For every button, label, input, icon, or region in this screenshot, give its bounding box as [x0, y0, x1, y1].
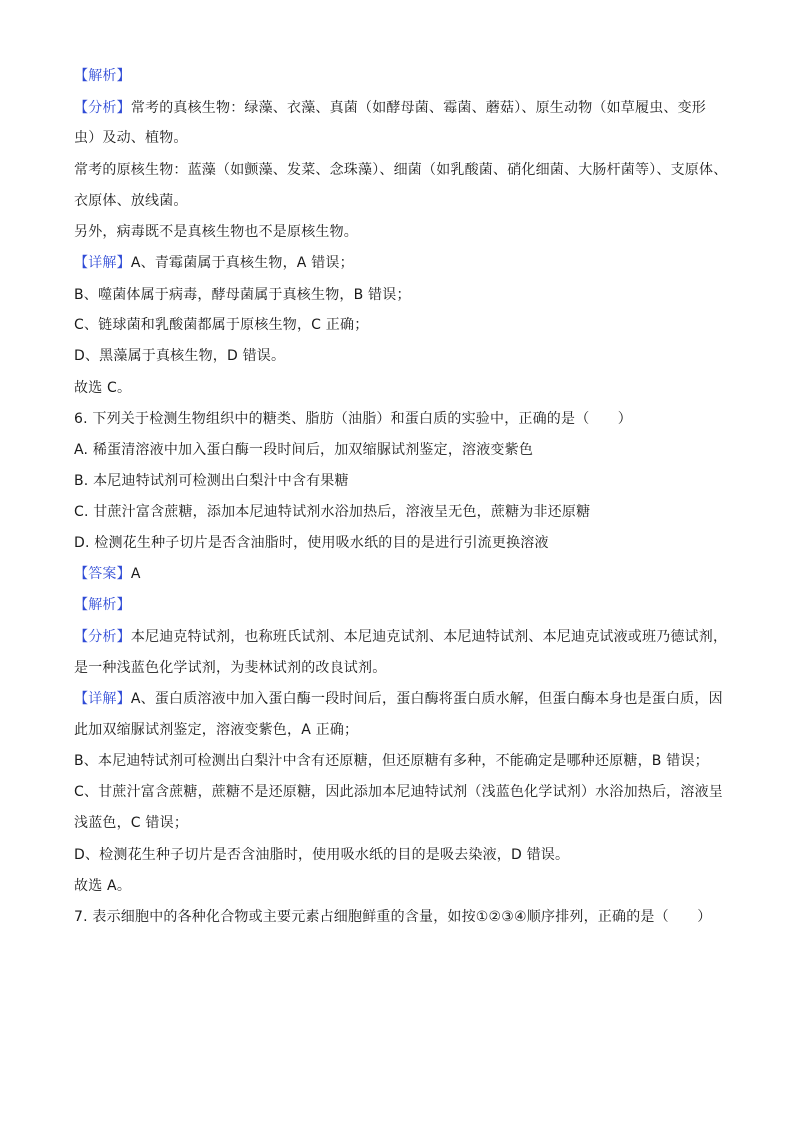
q6-analysis-line-2: 是一种浅蓝色化学试剂，为斐林试剂的改良试剂。	[74, 660, 387, 676]
q6-answer-value: A	[130, 566, 141, 582]
q6-detail-line-3: B、本尼迪特试剂可检测出白梨汁中含有还原糖，但还原糖有多种，不能确定是哪种还原糖，B 错误；	[74, 753, 709, 769]
q6-analysis-line-1	[74, 627, 727, 647]
q6-answer-tag: 【答案】	[74, 566, 131, 582]
q6-analysis-label: 【解析】	[74, 597, 131, 613]
q6-detail-line-5: 浅蓝色，C 错误；	[74, 815, 189, 831]
q5-analysis-line-5: 另外，病毒既不是真核生物也不是原核生物。	[74, 224, 358, 240]
q6-option-c: C. 甘蔗汁富含蔗糖，添加本尼迪特试剂水浴加热后，溶液呈无色，蔗糖为非还原糖	[74, 504, 591, 520]
q6-answer	[74, 564, 141, 584]
q5-detail-line-2: B、噬菌体属于病毒，酵母菌属于真核生物，B 错误；	[74, 287, 411, 303]
q6-detail-line-2: 此加双缩脲试剂鉴定，溶液变紫色，A 正确；	[74, 722, 359, 738]
q6-option-b: B. 本尼迪特试剂可检测出白梨汁中含有果糖	[74, 473, 349, 489]
q6-xiangjie-tag: 【详解】	[74, 691, 131, 707]
q5-xiangjie-tag: 【详解】	[74, 255, 131, 271]
q6-conclusion: 故选 A。	[74, 878, 132, 894]
q5-detail-text-1: A、青霉菌属于真核生物，A 错误；	[130, 255, 354, 271]
q5-detail-line-4: D、黑藻属于真核生物，D 错误。	[74, 348, 286, 364]
q6-fenxi-text-1: 本尼迪克特试剂，也称班氏试剂、本尼迪克试剂、本尼迪特试剂、本尼迪克试液或班乃德试剂，	[130, 629, 728, 645]
q6-detail-line-1	[74, 689, 723, 709]
q6-stem: 6. 下列关于检测生物组织中的糖类、脂肪（油脂）和蛋白质的实验中，正确的是（ ）	[74, 411, 633, 427]
q6-option-d: D. 检测花生种子切片是否含油脂时，使用吸水纸的目的是进行引流更换溶液	[74, 535, 549, 551]
q5-analysis-line-1	[74, 98, 706, 118]
q5-fenxi-text-1: 常考的真核生物：绿藻、衣藻、真菌（如酵母菌、霉菌、蘑菇）、原生动物（如草履虫、变形	[130, 100, 707, 116]
q6-analysis-heading	[74, 595, 131, 615]
q6-detail-text-1: A、蛋白质溶液中加入蛋白酶一段时间后，蛋白酶将蛋白质水解，但蛋白酶本身也是蛋白质，因	[130, 691, 723, 707]
analysis-label: 【解析】	[74, 68, 131, 84]
q7-stem: 7. 表示细胞中的各种化合物或主要元素占细胞鲜重的含量，如按①②③④顺序排列，正确的是（ ）	[74, 909, 712, 925]
q5-analysis-line-2: 虫）及动、植物。	[74, 130, 188, 146]
q5-conclusion: 故选 C。	[74, 380, 132, 396]
q5-detail-line-3: C、链球菌和乳酸菌都属于原核生物，C 正确；	[74, 317, 369, 333]
q6-fenxi-tag: 【分析】	[74, 629, 131, 645]
q6-detail-line-4: C、甘蔗汁富含蔗糖，蔗糖不是还原糖，因此添加本尼迪特试剂（浅蓝色化学试剂）水浴加热后，溶液呈	[74, 784, 723, 800]
q5-analysis-line-4: 衣原体、放线菌。	[74, 193, 188, 209]
q6-option-a: A. 稀蛋清溶液中加入蛋白酶一段时间后，加双缩脲试剂鉴定，溶液变紫色	[74, 442, 534, 458]
analysis-heading	[74, 66, 131, 86]
q5-fenxi-tag: 【分析】	[74, 100, 131, 116]
q6-detail-line-6: D、检测花生种子切片是否含油脂时，使用吸水纸的目的是吸去染液，D 错误。	[74, 847, 570, 863]
q5-analysis-line-3: 常考的原核生物：蓝藻（如颤藻、发菜、念珠藻）、细菌（如乳酸菌、硝化细菌、大肠杆菌等）、支原体、	[74, 162, 728, 178]
q5-detail-line-1	[74, 253, 354, 273]
